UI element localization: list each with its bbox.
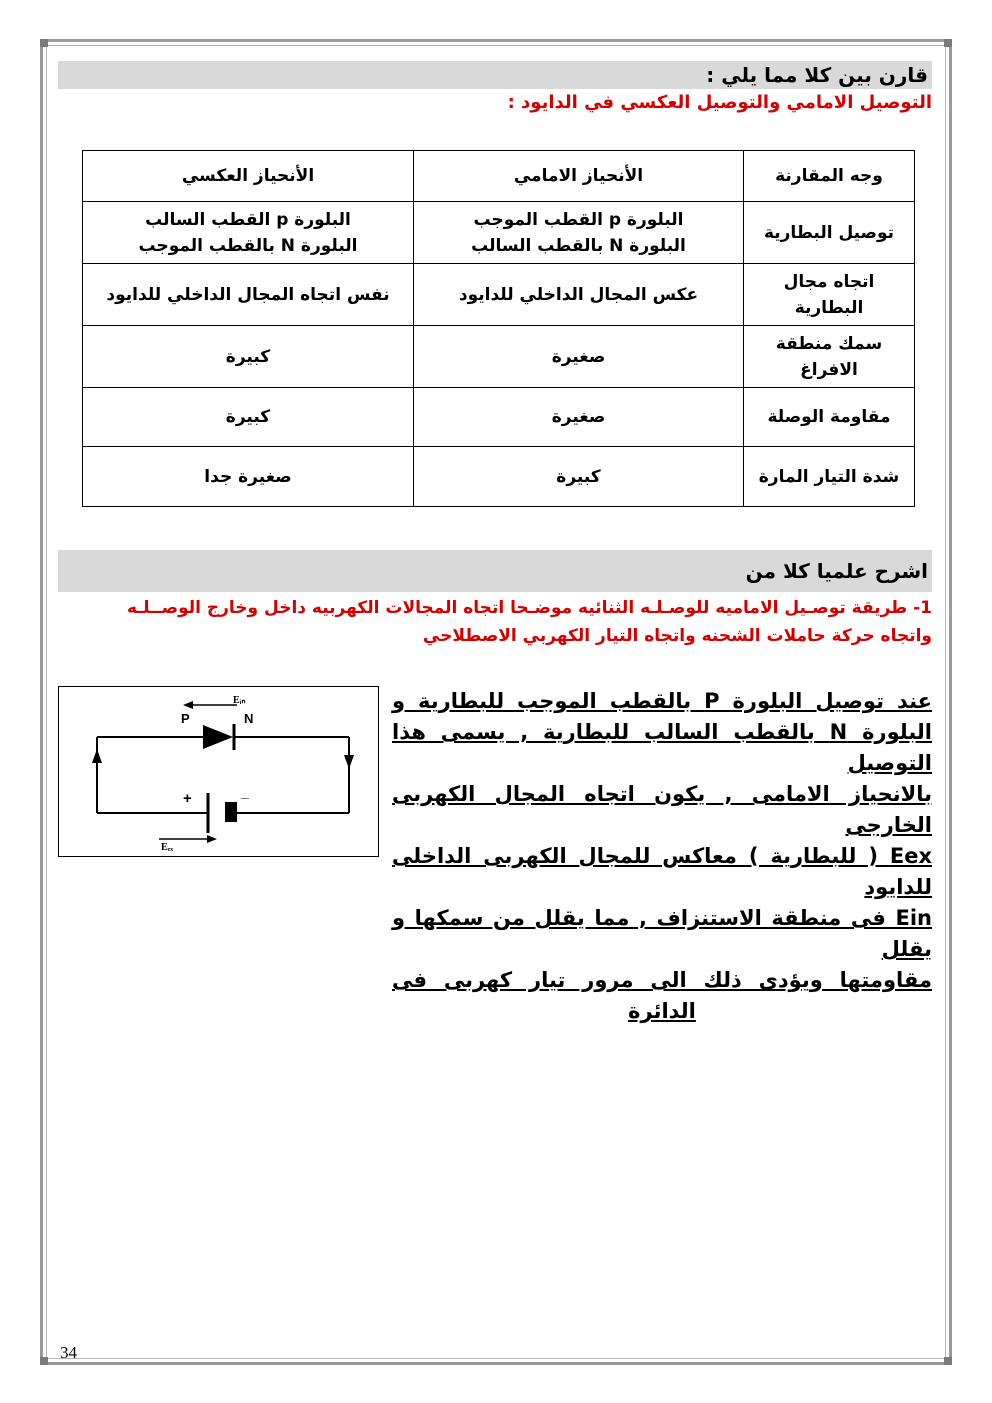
table-row (83, 326, 915, 388)
table-row (83, 388, 915, 447)
current-arrow-up (92, 749, 102, 763)
frame-corner (40, 39, 48, 47)
comparison-table (82, 150, 915, 507)
header-reverse: الأنحياز العكسي (83, 151, 414, 202)
question-line-2: واتجاه حركة حاملات الشحنه واتجاه التيار الكهربي الاصطلاحي (422, 626, 932, 646)
question-line-1: 1- طريقة توصـيل الاماميه للوصـلـه الثنائيه موضـحا اتجاه المجالات الكهربيه داخل وخارج الوصــلـه (126, 598, 932, 618)
ein-arrow-head (183, 701, 193, 709)
current-arrow-down (344, 755, 354, 769)
explanation-line: البلورة N بالقطب السالب للبطارية , يسمى هذا التوصيل (392, 720, 932, 775)
header-forward: الأنحياز الامامي (414, 151, 744, 202)
explanation-line: عند توصيل البلورة P بالقطب الموجب للبطارية و (392, 689, 932, 713)
circuit-diagram (58, 686, 379, 857)
table-row (83, 264, 915, 326)
row-face: توصيل البطارية (744, 202, 915, 264)
row-forward: صغيرة (414, 326, 744, 388)
cell-line: سمك منطقة (775, 333, 883, 354)
header-face: وجه المقارنة (744, 151, 915, 202)
row-forward: كبيرة (414, 447, 744, 507)
row-reverse: نفس اتجاه المجال الداخلي للدايود (83, 264, 414, 326)
explanation-paragraph (392, 686, 932, 1027)
eex-arrow-head (207, 835, 217, 843)
explanation-line: Eex ( للبطارية ) معاكس للمجال الكهربى الداخلى للدايود (392, 844, 932, 899)
section1-title: قارن بين كلا مما يلي : (706, 63, 928, 87)
p-label: P (181, 711, 190, 726)
diode-triangle (203, 725, 233, 749)
cell-line: اتجاه مجال (783, 271, 875, 292)
row-reverse: كبيرة (83, 326, 414, 388)
explanation-line: بالانحياز الامامى , يكون اتجاه المجال الكهربى الخارجى (392, 782, 932, 837)
cell-line: الافراغ (800, 359, 858, 380)
frame-corner (944, 39, 952, 47)
section2-band (58, 550, 932, 592)
row-forward: عكس المجال الداخلي للدايود (414, 264, 744, 326)
row-forward (414, 202, 744, 264)
frame-corner (944, 1357, 952, 1365)
row-face: شدة التيار المارة (744, 447, 915, 507)
row-face: مقاومة الوصلة (744, 388, 915, 447)
cell-line: البطارية (794, 297, 864, 318)
row-forward: صغيرة (414, 388, 744, 447)
section2-title: اشرح علميا كلا من (745, 559, 928, 583)
cell-line: البلورة N بالقطب السالب (471, 235, 686, 256)
row-reverse: كبيرة (83, 388, 414, 447)
row-reverse: صغيرة جدا (83, 447, 414, 507)
cell-line: البلورة N بالقطب الموجب (138, 235, 358, 256)
row-reverse (83, 202, 414, 264)
table-row (83, 202, 915, 264)
page-number: 34 (60, 1343, 77, 1362)
eex-label: Eₑₓ (161, 842, 174, 853)
circuit-svg (59, 687, 378, 856)
section1-subtitle: التوصيل الامامي والتوصيل العكسي في الدايود : (507, 92, 932, 113)
section1-band (58, 61, 932, 89)
n-label: N (244, 711, 254, 726)
table-row (83, 447, 915, 507)
battery-plus: + (183, 790, 192, 807)
cell-line: البلورة p القطب الموجب (473, 209, 684, 230)
ein-label: Eᵢₙ (233, 695, 246, 706)
frame-corner (40, 1357, 48, 1365)
explanation-line: مقاومتها ويؤدى ذلك الى مرور تيار كهربى فى الدائرة (392, 968, 932, 1023)
explanation-line: Ein فى منطقة الاستنزاف , مما يقلل من سمكها و يقلل (392, 906, 932, 961)
table-header-row (83, 151, 915, 202)
row-face (744, 326, 915, 388)
row-face (744, 264, 915, 326)
cell-line: البلورة p القطب السالب (145, 209, 351, 230)
battery-short-plate (225, 802, 237, 822)
battery-minus: _ (241, 784, 249, 800)
